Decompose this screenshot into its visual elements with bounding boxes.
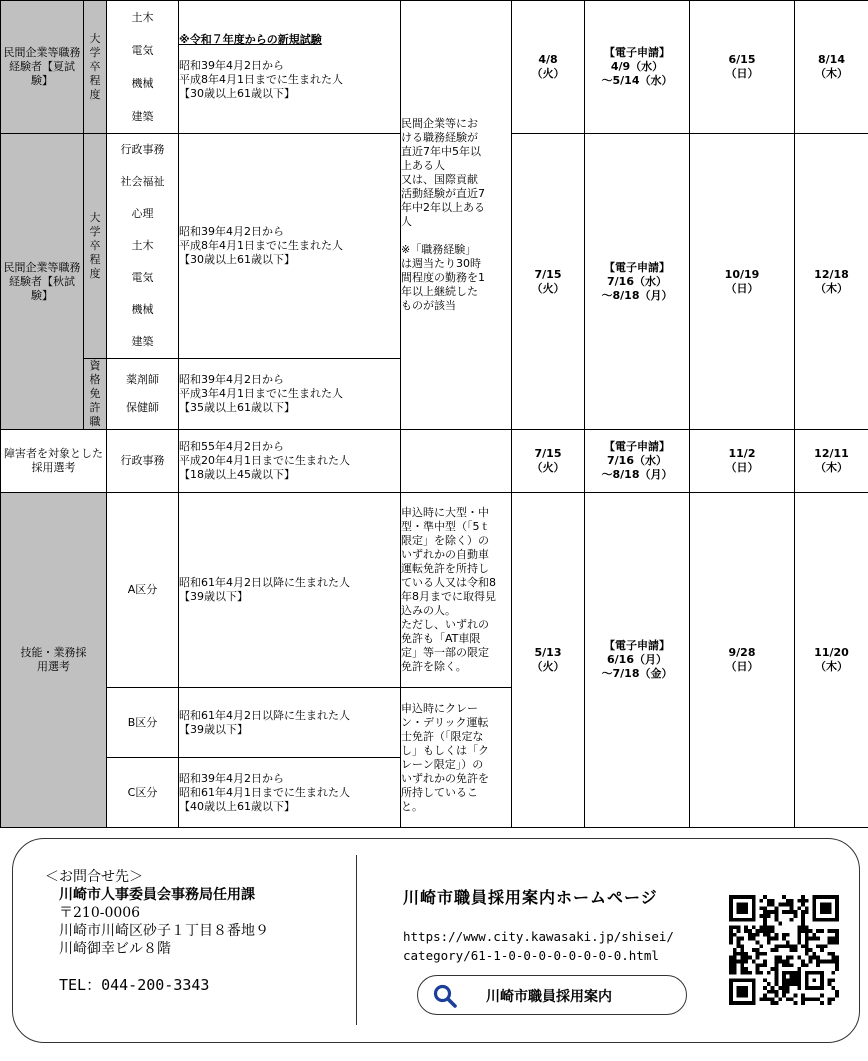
summer-jobs: 土木 電気 機械 建築 bbox=[107, 1, 179, 134]
technical-result-date: 11/20 （木） bbox=[795, 493, 868, 828]
autumn-apply-period: 【電子申請】 7/16（水） ～8/18（月） bbox=[585, 134, 690, 430]
technical-a-eligibility: 昭和61年4月2日以降に生まれた人 【39歳以下】 bbox=[179, 493, 401, 688]
new-exam-note: ※令和７年度からの新規試験 bbox=[179, 33, 322, 46]
summer-eligibility: ※令和７年度からの新規試験 昭和39年4月2日から 平成8年4月1日までに生まれた人 【30歳以上61歳以下】 bbox=[179, 1, 401, 134]
technical-a-requirement: 申込時に大型・中 型・準中型（「5ｔ 限定」を除く）の いずれかの自動車 運転免許を所持し ている人又は令和8 年8月までに取得見 込みの人。 ただし、いずれの 免許も「AT車限 定」等一部の限定 免許を除く。 bbox=[401, 493, 512, 688]
autumn-degree: 大 学 卒 程 度 bbox=[84, 134, 107, 359]
technical-second-exam-date: 9/28 （日） bbox=[690, 493, 795, 828]
summer-written-exam-date: 4/8 （火） bbox=[512, 1, 585, 134]
autumn-eligibility: 昭和39年4月2日から 平成8年4月1日までに生まれた人 【30歳以上61歳以下】 bbox=[179, 134, 401, 359]
footer-divider bbox=[356, 855, 357, 1025]
disability-result-date: 12/11 （木） bbox=[795, 430, 868, 493]
technical-bc-requirement: 申込時にクレー ン・デリック運転 士免許（「限定な し」もしくは「ク レーン限定」）の いずれかの免許を 所持しているこ と。 bbox=[401, 688, 512, 828]
license-eligibility: 昭和39年4月2日から 平成3年4月1日までに生まれた人 【35歳以上61歳以下】 bbox=[179, 359, 401, 430]
disability-exam-row bbox=[1, 430, 868, 493]
summer-apply-period: 【電子申請】 4/9（水） ～5/14（水） bbox=[585, 1, 690, 134]
autumn-written-exam-date: 7/15 （火） bbox=[512, 134, 585, 430]
technical-category: 技能・業務採用選考 bbox=[1, 493, 107, 828]
search-button[interactable] bbox=[417, 975, 687, 1015]
technical-b-label: B区分 bbox=[107, 688, 179, 758]
contact-footer bbox=[12, 838, 860, 1043]
disability-category: 障害者を対象とした採用選考 bbox=[1, 430, 107, 493]
contact-address-2: 川崎御幸ビル８階 bbox=[59, 941, 171, 957]
homepage-title: 川崎市職員採用案内ホームページ bbox=[403, 888, 658, 907]
license-label: 資 格 免 許 職 bbox=[84, 359, 107, 430]
disability-apply-period: 【電子申請】 7/16（水） ～8/18（月） bbox=[585, 430, 690, 493]
autumn-jobs: 行政事務 社会福祉 心理 土木 電気 機械 建築 bbox=[107, 134, 179, 359]
qr-code-icon[interactable] bbox=[729, 895, 839, 1005]
homepage-url[interactable]: https://www.city.kawasaki.jp/shisei/ category/61-1-0-0-0-0-0-0-0-0.html bbox=[403, 929, 674, 963]
autumn-second-exam-date: 10/19 （日） bbox=[690, 134, 795, 430]
contact-org: 川崎市人事委員会事務局任用課 bbox=[59, 887, 255, 903]
technical-a-label: A区分 bbox=[107, 493, 179, 688]
contact-postal: 〒210-0006 bbox=[59, 905, 141, 921]
technical-c-label: C区分 bbox=[107, 758, 179, 828]
summer-second-exam-date: 6/15 （日） bbox=[690, 1, 795, 134]
autumn-result-date: 12/18 （木） bbox=[795, 134, 868, 430]
search-icon bbox=[432, 983, 458, 1009]
work-experience-requirement: 民間企業等にお ける職務経験が 直近7年中5年以 上ある人 又は、国際貢献 活動経験が直近7 年中2年以上ある 人 ※「職務経験」 は週当たり30時 間程度の勤務を1 年以上継続した ものが該当 bbox=[401, 1, 512, 430]
disability-eligibility: 昭和55年4月2日から 平成20年4月1日までに生まれた人 【18歳以上45歳以下】 bbox=[179, 430, 401, 493]
technical-b-eligibility: 昭和61年4月2日以降に生まれた人 【39歳以下】 bbox=[179, 688, 401, 758]
contact-address-1: 川崎市川崎区砂子１丁目８番地９ bbox=[59, 923, 269, 939]
summer-exam-row bbox=[1, 1, 868, 134]
disability-requirement bbox=[401, 430, 512, 493]
technical-a-row bbox=[1, 493, 868, 688]
disability-job: 行政事務 bbox=[107, 430, 179, 493]
contact-info bbox=[39, 869, 339, 994]
technical-apply-period: 【電子申請】 6/16（月） ～7/18（金） bbox=[585, 493, 690, 828]
contact-heading: ＜お問合せ先＞ bbox=[45, 869, 143, 885]
disability-written-exam-date: 7/15 （火） bbox=[512, 430, 585, 493]
summer-category: 民間企業等職務経験者【夏試験】 bbox=[1, 1, 84, 134]
search-label: 川崎市職員採用案内 bbox=[486, 989, 612, 1005]
summer-result-date: 8/14 （木） bbox=[795, 1, 868, 134]
disability-second-exam-date: 11/2 （日） bbox=[690, 430, 795, 493]
technical-c-eligibility: 昭和39年4月2日から 昭和61年4月1日までに生まれた人 【40歳以上61歳以下】 bbox=[179, 758, 401, 828]
autumn-category: 民間企業等職務経験者【秋試験】 bbox=[1, 134, 84, 430]
license-jobs: 薬剤師 保健師 bbox=[107, 359, 179, 430]
summer-degree: 大 学 卒 程 度 bbox=[84, 1, 107, 134]
technical-written-exam-date: 5/13 （火） bbox=[512, 493, 585, 828]
contact-tel[interactable]: TEL：044-200-3343 bbox=[59, 976, 210, 994]
